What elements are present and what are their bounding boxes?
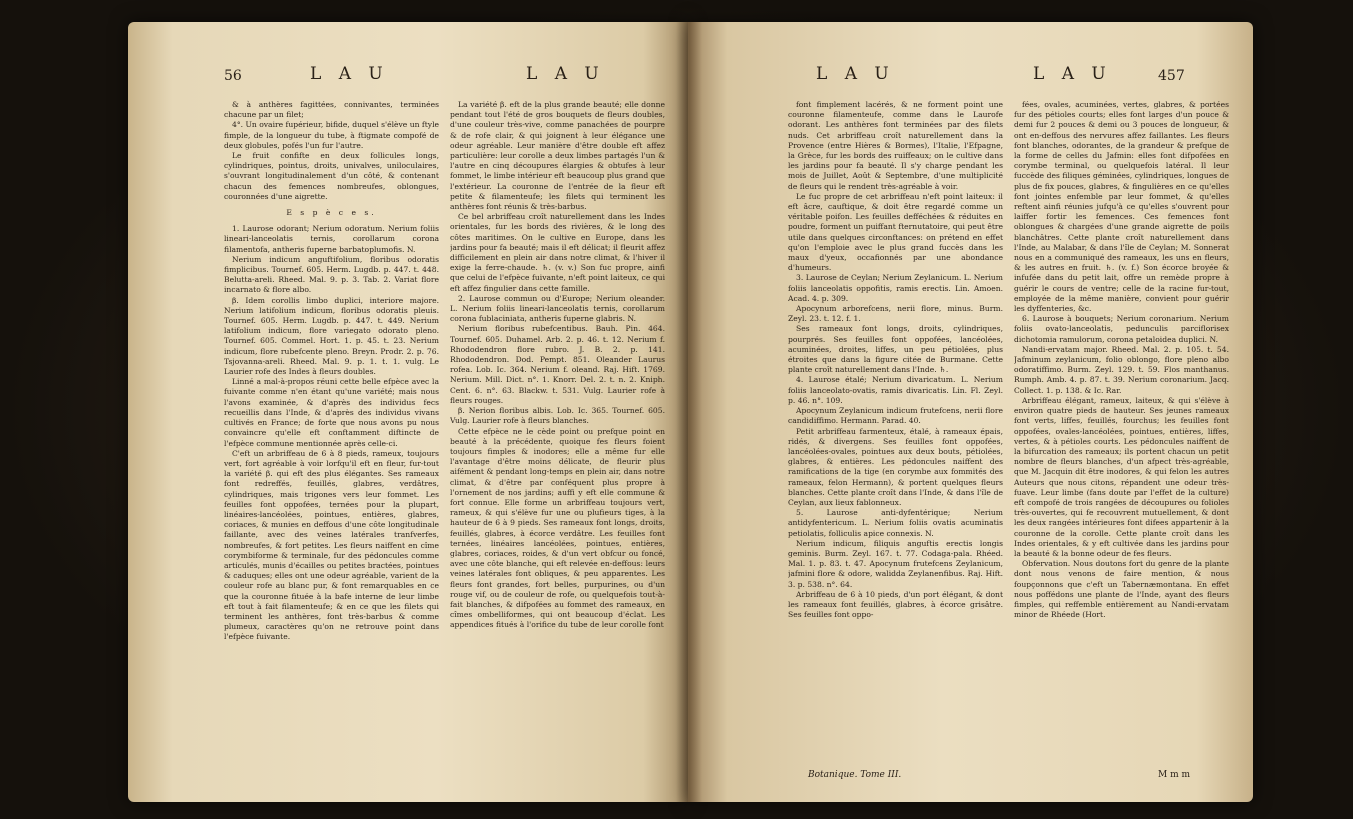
paragraph: Arbriffeau de 6 à 10 pieds, d'un port élégant, & dont les rameaux font feuillés, glabres, à écorce grisâtre. Ses feuilles font oppo-: [788, 589, 1003, 620]
paragraph: 4°. Un ovaire fupérieur, bifide, duquel s'élève un ftyle fimple, de la longueur du tube, à ftigmate compofé de deux globules, pofés l'un fur l'autre.: [224, 120, 439, 150]
paragraph: 1. Laurose odorant; Nerium odoratum. Nerium foliis lineari-lanceolatis ternis, corollarum corona filamentofa, antheris fuperne barbatoplumofis. N.: [224, 224, 439, 254]
paragraph: Apocynum arborefcens, nerii flore, minus. Burm. Zeyl. 23. t. 12. f. 1.: [788, 304, 1003, 324]
paragraph: β. Nerion floribus albis. Lob. Ic. 365. Tournef. 605. Vulg. Laurier rofe à fleurs blanches.: [450, 406, 665, 426]
right-running-head-1: L A U: [816, 64, 895, 84]
signature-mark: M m m: [1158, 770, 1191, 780]
paragraph: Ses rameaux font longs, droits, cylindriques, pourprés. Ses feuilles font oppofées, lancéolées, acuminées, droites, liffes, un peu pétiolées, plus étroites que dans la figure citée de Burmane. Cette plante croît naturellement dans l'Inde. ♄.: [788, 324, 1003, 375]
paragraph: Petit arbriffeau farmenteux, étalé, à rameaux épais, ridés, & divergens. Ses feuilles font oppofées, lancéolées-ovales, pointues aux deux bouts, pétiolées, glabres, & entières. Les pédoncules naiffent des ramifications de la tige (en corymbe aux fommités des rameaux, felon Hermann), & portent quelques fleurs blanches. Cette plante croît dans l'Inde, & dans l'île de Ceylan, aux lieux fablonneux.: [788, 426, 1003, 507]
right-page-number: 457: [1158, 68, 1185, 84]
paragraph: Nerium indicum anguftifolium, floribus odoratis fimplicibus. Tournef. 605. Herm. Lugdb. p. 447. t. 448. Belutta-areli. Rheed. Mal. 9. p. 3. Tab. 2. Variat flore incarnato & flore albo.: [224, 254, 439, 295]
left-column-1: [224, 100, 439, 790]
paragraph: Nandi-ervatam major. Rheed. Mal. 2. p. 105. t. 54. Jafminum zeylanicum, folio oblongo, flore pleno albo odoratiffimo. Burm. Zeyl. 129. t. 59. Flos manthanus. Rumph. Amb. 4. p. 87. t. 39. Nerium coronarium. Jacq. Collect. 1. p. 138. & Ic. Rar.: [1014, 344, 1229, 395]
paragraph: Nerium indicum, filiquis anguftis erectis longis geminis. Burm. Zeyl. 167. t. 77. Codaga-pala. Rhéed. Mal. 1. p. 83. t. 47. Apocynum frutefcens Zeylanicum, jafmini flore & odore, walidda Zeylanenfibus. Raj. Hift. 3. p. 538. n°. 64.: [788, 538, 1003, 589]
book-gutter: [676, 22, 702, 802]
paragraph: Le fruit confifte en deux follicules longs, cylindriques, pointus, droits, univalves, uniloculaires, s'ouvrant longitudinalement d'un côté, & contenant chacun des femences nombreufes, oblongues, couronnées d'une aigrette.: [224, 151, 439, 201]
open-book: [128, 22, 1253, 802]
left-column-2: [450, 100, 665, 790]
paragraph: & à anthères fagittées, connivantes, terminées chacune par un filet;: [224, 100, 439, 120]
paragraph: Ce bel arbriffeau croît naturellement dans les Indes orientales, fur les bords des rivières, & le long des côtes maritimes. On le cultive en Europe, dans les jardins pour fa beauté; mais il eft délicat; il fleurit affez difficilement en plein air dans notre climat, & l'hiver il exige la ferre-chaude. ♄. (v. v.) Son fuc propre, ainfi que celui de l'efpèce fuivante, n'eft point laiteux, ce qui eft affez fingulier dans cette famille.: [450, 212, 665, 293]
paragraph: La variété β. eft de la plus grande beauté; elle donne pendant tout l'été de gros bouquets de fleurs doubles, d'une couleur très-vive, comme panachées de pourpre & de rofe clair, & qui joignent à leur élégance une odeur agréable. Leur manière d'être double eft affez particulière: leur corolle a deux limbes partagés l'un & l'autre en cinq découpures élargies & obtufes à leur fommet, le limbe intérieur eft beaucoup plus grand que l'extérieur. La couronne de l'entrée de la fleur eft petite & filamenteufe; les filets qui terminent les anthères font réunis & très-barbus.: [450, 100, 665, 212]
left-page-number: 56: [224, 68, 242, 84]
paragraph: β. Idem corollis limbo duplici, interiore majore. Nerium latifolium indicum, floribus odoratis pleuis. Tournef. 605. Herm. Lugdb. p. 447. t. 449. Nerium latifolium indicum, flore variegato odorato pleno. Tournef. 605. Commel. Hort. 1. p. 45. t. 23. Nerium indicum, flore rubefcente pleno. Breyn. Prodr. 2. p. 76. Tsjovanna-areli. Rheed. Mal. 9. p. 1. t. 1. vulg. Le Laurier rofe des Indes à fleurs doubles.: [224, 295, 439, 377]
paragraph: Obfervation. Nous doutons fort du genre de la plante dont nous venons de faire mention, & nous foupçonnons que c'eft un Tabernæmontana. En effet nous poffédons une plante de l'Inde, ayant des fleurs fimples, qui reffemble entièrement au Nandi-ervatam minor de Rhéede (Hort.: [1014, 559, 1229, 620]
paragraph: 6. Laurose à bouquets; Nerium coronarium. Nerium foliis ovato-lanceolatis, pedunculis parciflorisex dichotomia ramulorum, corona petaloidea duplici. N.: [1014, 314, 1229, 344]
right-running-head-2: L A U: [1033, 64, 1112, 84]
paragraph: Cette efpèce ne le cède point ou prefque point en beauté à la précédente, quoique fes fleurs foient toujours fimples & inodores; elle a même fur elle l'avantage d'être moins délicate, de fleurir plus aifément & pendant long-temps en plein air, dans notre climat, & d'être par conféquent plus propre à l'ornement de nos jardins; auffi y eft elle commune & fort connue. Elle forme un arbriffeau toujours vert, rameux, & qui s'élève fur une ou plufieurs tiges, à la hauteur de 6 à 9 pieds. Ses rameaux font longs, droits, feuillés, glabres, à écorce verdâtre. Les feuilles font ternées, linéaires lancéolées, pointues, entières, glabres, coriaces, roides, & d'un vert obfcur ou foncé, avec une côte blanche, qui eft relevée en-deffous: leurs veines latérales font obliques, & peu apparentes. Les fleurs font grandes, fort belles, purpurines, ou d'un rouge vif, ou de couleur de rofe, ou quelquefois tout-à-fait blanches, & difpofées au fommet des rameaux, en cîmes ombelliformes, qui ont beaucoup d'éclat. Les appendices fitués à l'orifice du tube de leur corolle font: [450, 426, 665, 630]
paragraph: Apocynum Zeylanicum indicum frutefcens, nerii flore candidiffimo. Hermann. Parad. 40.: [788, 406, 1003, 426]
paragraph: 5. Laurose anti-dyfentérique; Nerium antidyfentericum. L. Nerium foliis ovatis acuminatis petiolatis, folliculis apice connexis. N.: [788, 508, 1003, 538]
paragraph: Linné a mal-à-propos réuni cette belle efpèce avec la fuivante comme n'en étant qu'une variété; mais nous l'avons examinée, & d'après des individus fecs recueillis dans l'Inde, & d'après des individus vivans cultivés en France; de forte que nous avons pu nous convaincre qu'elle eft conftamment diftincte de l'efpèce commune mentionnée après celle-ci.: [224, 377, 439, 448]
paragraph: font fimplement lacérés, & ne forment point une couronne filamenteufe, comme dans le Laurofe odorant. Les anthères font terminées par des filets nuds. Cet arbriffeau croît naturellement dans la Provence (entre Hières & Bormes), l'Italie, l'Efpagne, la Grèce, fur les bords des ruiffeaux; on le cultive dans les jardins pour fa beauté. Il s'y charge pendant les mois de Juillet, Août & Septembre, d'une multiplicité de fleurs qui le rendent très-agréable à voir.: [788, 100, 1003, 191]
paragraph: Arbriffeau élégant, rameux, laiteux, & qui s'élève à environ quatre pieds de hauteur. Ses jeunes rameaux font verts, liffes, feuillés, fourchus; les feuilles font oppofées, ovales-lancéolées, pointues, entières, liffes, vertes, & à pétioles courts. Les pédoncules naiffent de la bifurcation des rameaux; ils portent chacun un petit nombre de fleurs blanches, d'un afpect très-agréable, que M. Jacquin dit être inodores, & qui felon les autres Auteurs que nous citons, répandent une odeur très-fuave. Leur limbe (fans doute par l'effet de la culture) eft compofé de trois rangées de découpures ou folioles très-ouvertes, qui fe recouvrent mutuellement, & dont les deux rangées intérieures font difees appartenir à la couronne de la corolle. Cette plante croît dans les Indes orientales, & y eft cultivée dans les jardins pour la beauté & la bonne odeur de fes fleurs.: [1014, 395, 1229, 558]
paragraph: fées, ovales, acuminées, vertes, glabres, & portées fur des pétioles courts; elles font larges d'un pouce & demi fur 2 pouces & demi ou 3 pouces de longueur, & ont en-deffous des nervures affez faillantes. Les fleurs font blanches, odorantes, de la grandeur & prefque de la forme de celles du Jafmin: elles font difpofées en corymbe terminal, ou quelquefois latéral. Il leur fuccède des filiques géminées, cylindriques, longues de plus de fix pouces, glabres, & fingulières en ce qu'elles font jointes enfemble par leur fommet, & qu'elles reftent ainfi réunies jufqu'à ce qu'elles s'ouvrent pour laiffer fortir les femences. Ces femences font oblongues & chargées d'une grande aigrette de poils blanchâtres. Cette plante croît naturellement dans l'Inde, au Malabar, & dans l'île de Ceylan; M. Sonnerat nous en a communiqué des rameaux, les uns en fleurs, & les autres en fruit. ♄. (v. f.) Son écorce broyée & infufée dans du petit lait, offre un remède propre à guérir le cours de ventre; celle de la racine fur-tout, employée de la même manière, convient pour guérir les dyffenteries, &c.: [1014, 100, 1229, 314]
left-running-head-2: L A U: [526, 64, 605, 84]
paragraph: Nerium floribus rubefcentibus. Bauh. Pin. 464. Tournef. 605. Duhamel. Arb. 2. p. 46. t. 12. Nerium f. Rhododendron flore rubro. J. B. 2. p. 141. Rhododendron. Dod. Pempt. 851. Oleander Laurus rofea. Lob. Ic. 364. Nerium f. oleand. Raj. Hift. 1769. Nerium. Mill. Dict. n°. 1. Knorr. Del. 2. t. n. 2. Kniph. Cent. 6. n°. 63. Blackw. t. 531. Vulg. Laurier rofe à fleurs rouges.: [450, 324, 665, 405]
right-column-1: [788, 100, 1003, 790]
paragraph: C'eft un arbriffeau de 6 à 8 pieds, rameux, toujours vert, fort agréable à voir lorfqu'il eft en fleur, fur-tout la variété β. qui eft des plus élégantes. Ses rameaux font redreffés, feuillés, glabres, verdâtres, cylindriques, mais trigones vers leur fommet. Les feuilles font oppofées, ternées pour la plupart, linéaires-lancéolées, pointues, entières, glabres, coriaces, & munies en deffous d'une côte longitudinale faillante, avec des veines latérales tranfverfes, nombreufes, & fort petites. Les fleurs naiffent en cîme corymbiforme & terminale, fur des pédoncules comme articulés, munis d'écailles ou petites bractées, pointues & caduques; elles ont une odeur agréable, varient de la couleur rofe au blanc pur, & font remarquables en ce que la couronne fituée à la bafe interne de leur limbe eft tout à fait filamenteufe; & en ce que les filets qui terminent les anthères, font très-barbus & comme plumeux, caractères qu'on ne retrouve point dans l'efpèce fuivante.: [224, 448, 439, 642]
paragraph: 4. Laurose étalé; Nerium divaricatum. L. Nerium foliis lanceolato-ovatis, ramis divaricatis. Lin. Fl. Zeyl. p. 46. n°. 109.: [788, 375, 1003, 405]
right-page: [688, 22, 1253, 802]
footer-title: Botanique. Tome III.: [808, 770, 902, 780]
section-heading: E s p è c e s.: [286, 208, 377, 218]
paragraph: 2. Laurose commun ou d'Europe; Nerium oleander. L. Nerium foliis lineari-lanceolatis ternis, corollarum corona fublaciniata, antheris fuperne glabris. N.: [450, 293, 665, 324]
left-page: [128, 22, 688, 802]
right-column-2: [1014, 100, 1229, 790]
paragraph: Le fuc propre de cet arbriffeau n'eft point laiteux: il eft âcre, cauftique, & doit être regardé comme un véritable poifon. Les feuilles defféchées & réduites en poudre, forment un puiffant fternutatoire, qui peut être utile dans quelques circonftances: on prétend en effet qu'on l'emploie avec le plus grand fuccès dans les maux d'yeux, occafionnés par une abondance d'humeurs.: [788, 191, 1003, 273]
left-running-head-1: L A U: [310, 64, 389, 84]
paragraph: 3. Laurose de Ceylan; Nerium Zeylanicum. L. Nerium foliis lanceolatis oppofitis, ramis erectis. Lin. Amoen. Acad. 4. p. 309.: [788, 273, 1003, 303]
